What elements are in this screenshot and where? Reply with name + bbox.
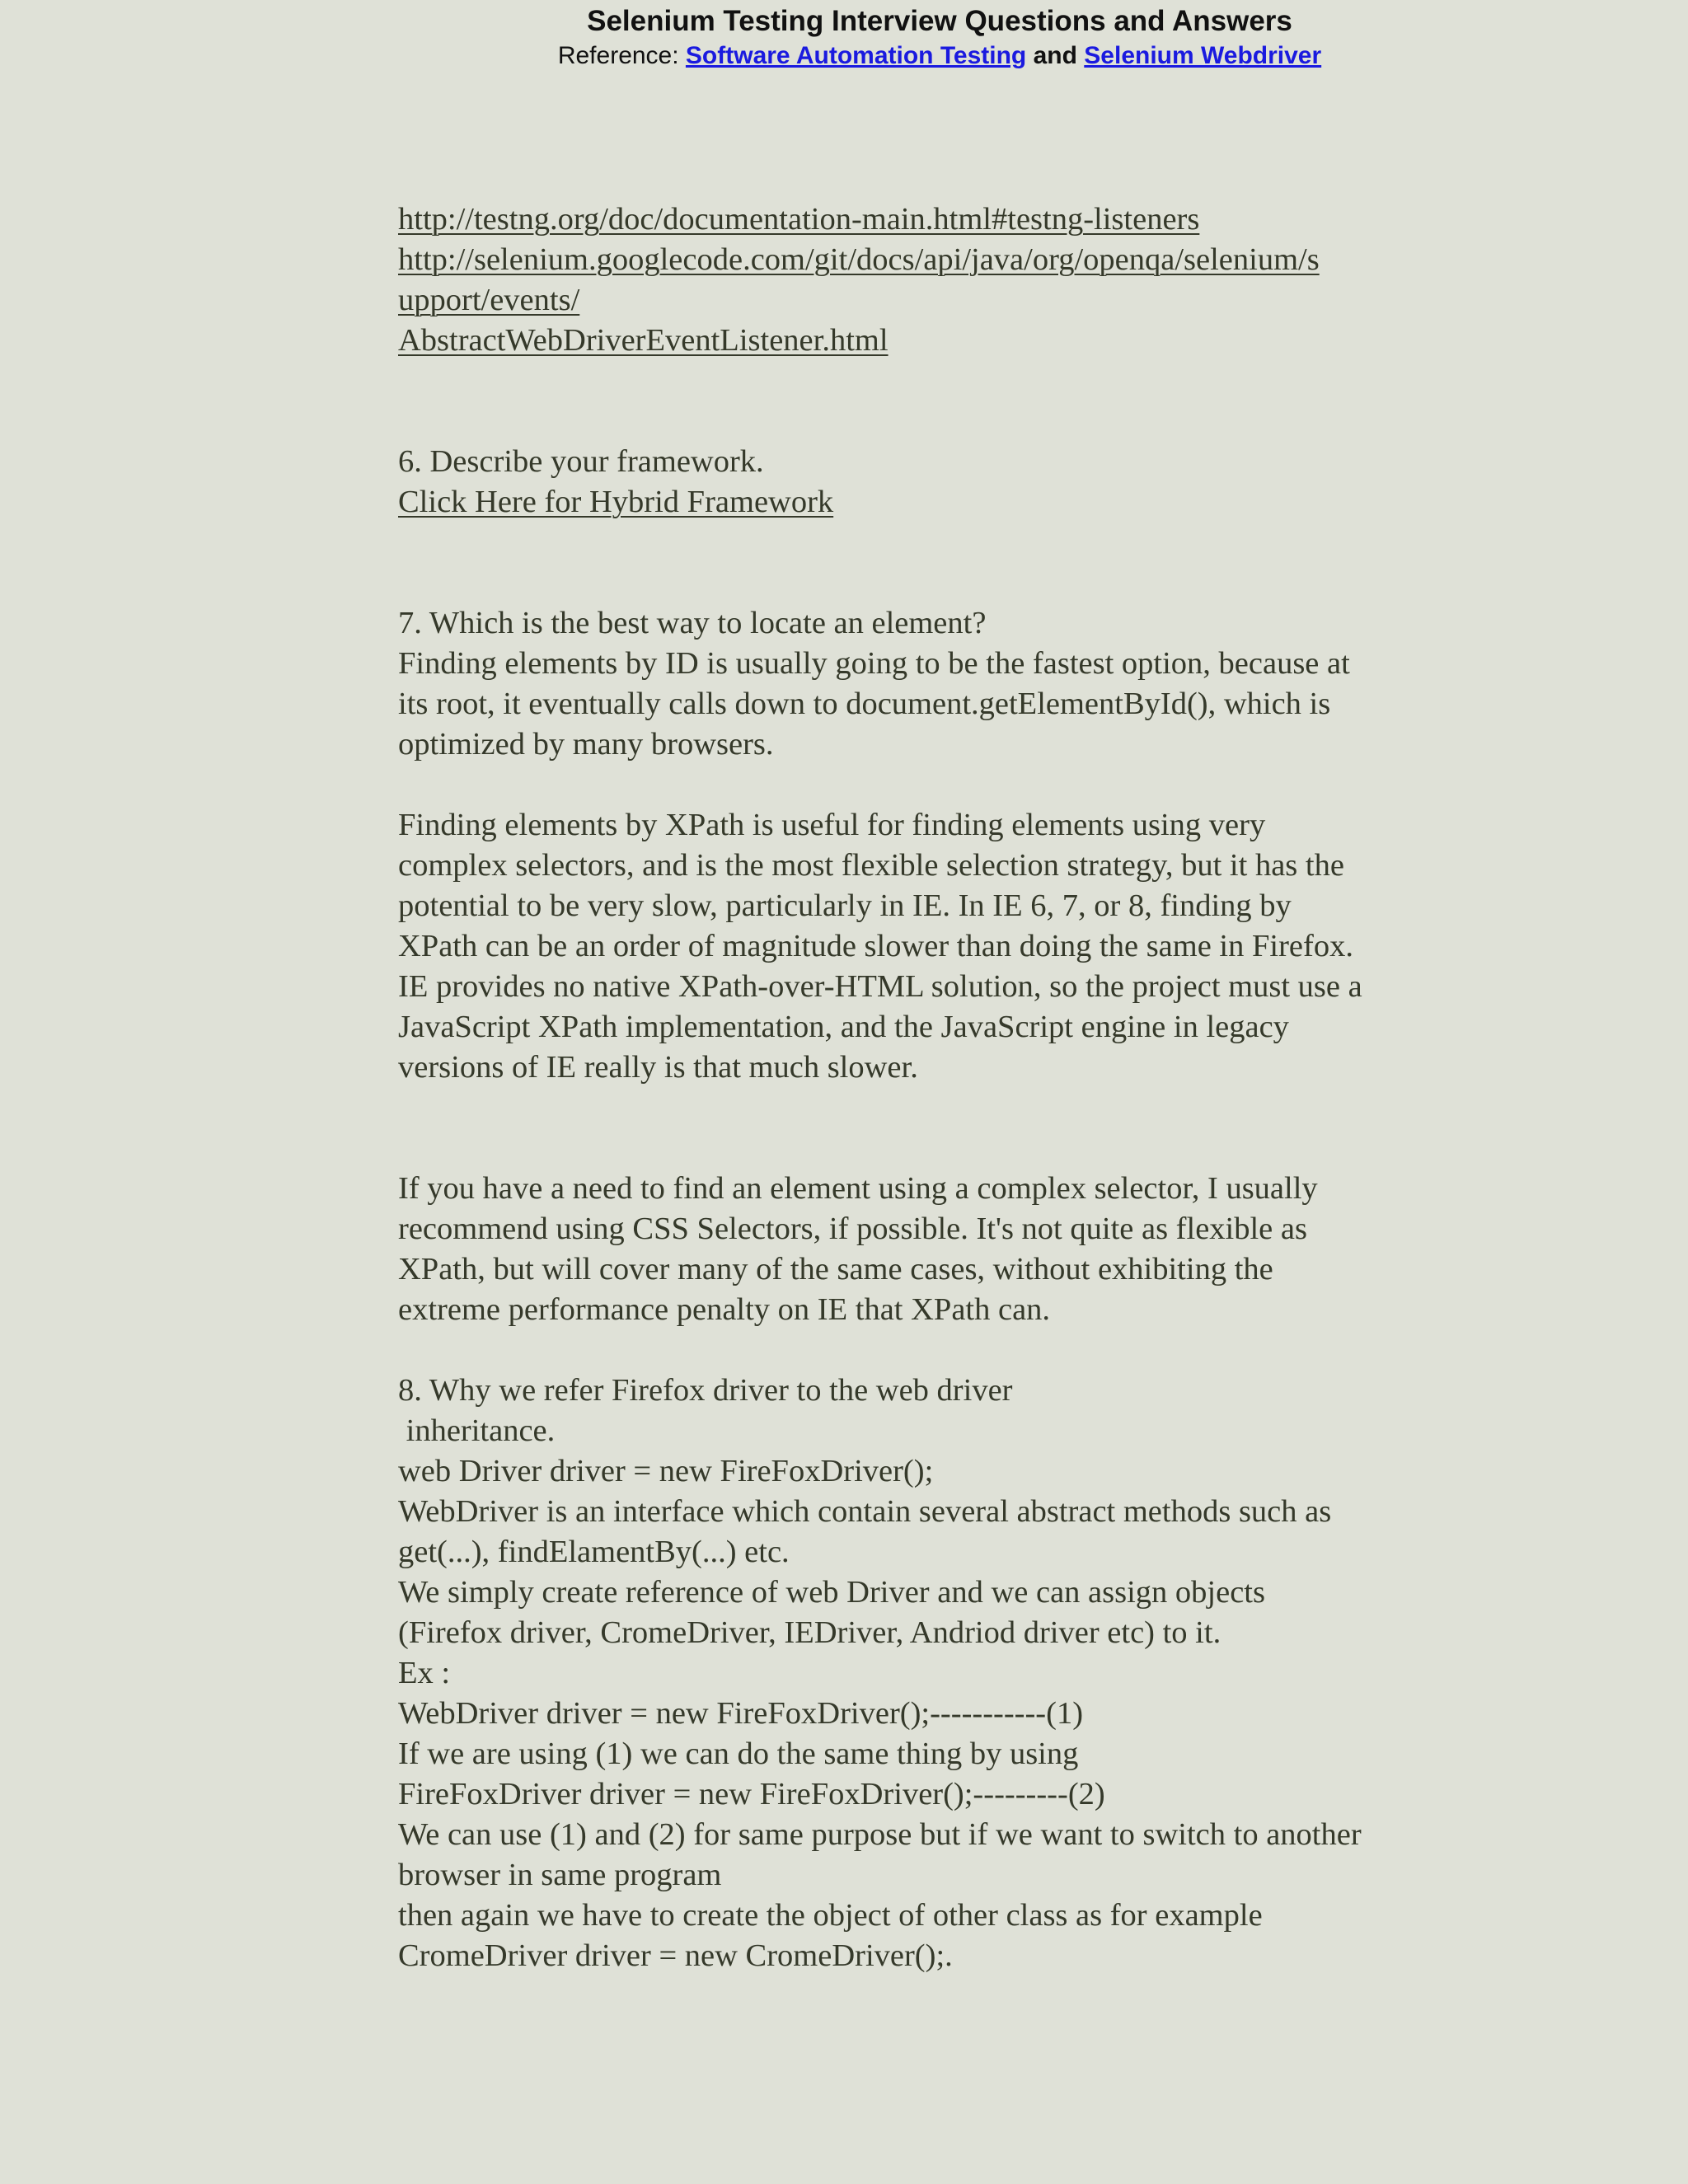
q8-answer-line: We simply create reference of web Driver and we can assign objects <box>398 1575 1265 1610</box>
q7-paragraph-1-line: Finding elements by ID is usually going to be the fastest option, because at <box>398 646 1350 681</box>
q7-paragraph-1-line: optimized by many browsers. <box>398 727 774 762</box>
document-title: Selenium Testing Interview Questions and Answers <box>587 5 1292 37</box>
q7-paragraph-2-line: Finding elements by XPath is useful for finding elements using very <box>398 808 1266 842</box>
q8-answer-line: We can use (1) and (2) for same purpose but if we want to switch to another <box>398 1817 1362 1852</box>
q7-paragraph-2-line: versions of IE really is that much slower. <box>398 1050 918 1085</box>
document-body <box>398 199 1494 1976</box>
q8-answer-line: browser in same program <box>398 1858 722 1892</box>
q8-answer-line: CromeDriver driver = new CromeDriver();. <box>398 1938 953 1973</box>
q7-paragraph-3-line: If you have a need to find an element using a complex selector, I usually <box>398 1171 1318 1206</box>
q8-answer-line: WebDriver is an interface which contain several abstract methods such as <box>398 1494 1332 1529</box>
question-6: 6. Describe your framework. <box>398 444 764 479</box>
q7-paragraph-3-line: recommend using CSS Selectors, if possible. It's not quite as flexible as <box>398 1212 1307 1246</box>
q8-answer-line: WebDriver driver = new FireFoxDriver();-----------(1) <box>398 1696 1084 1731</box>
reference-and: and <box>1033 42 1077 69</box>
q8-answer-line: get(...), findElamentBy(...) etc. <box>398 1535 790 1569</box>
reference-label: Reference: <box>557 42 686 69</box>
selenium-events-link-line-1[interactable]: http://selenium.googlecode.com/git/docs/api/java/org/openqa/selenium/s <box>398 242 1320 277</box>
q7-paragraph-3-line: extreme performance penalty on IE that XPath can. <box>398 1292 1051 1327</box>
hybrid-framework-link[interactable]: Click Here for Hybrid Framework <box>398 485 834 519</box>
q8-answer-line: If we are using (1) we can do the same thing by using <box>398 1736 1079 1771</box>
question-7: 7. Which is the best way to locate an element? <box>398 606 987 640</box>
q8-answer-line: (Firefox driver, CromeDriver, IEDriver, Andriod driver etc) to it. <box>398 1615 1221 1650</box>
spacer <box>398 1088 1494 1169</box>
q8-answer-line: then again we have to create the object of other class as for example <box>398 1898 1263 1933</box>
spacer <box>398 361 1494 442</box>
q8-answer-line: FireFoxDriver driver = new FireFoxDriver();---------(2) <box>398 1777 1105 1811</box>
spacer <box>398 523 1494 603</box>
q7-paragraph-3-line: XPath, but will cover many of the same cases, without exhibiting the <box>398 1252 1273 1286</box>
q7-paragraph-2-line: potential to be very slow, particularly in IE. In IE 6, 7, or 8, finding by <box>398 888 1292 923</box>
testng-listeners-link[interactable]: http://testng.org/doc/documentation-main.html#testng-listeners <box>398 202 1200 237</box>
spacer <box>398 1330 1494 1371</box>
q7-paragraph-2-line: XPath can be an order of magnitude slower than doing the same in Firefox. <box>398 929 1353 963</box>
reference-line <box>0 40 1688 73</box>
q8-answer-line: Ex : <box>398 1656 451 1690</box>
question-8-line-1: 8. Why we refer Firefox driver to the web driver <box>398 1373 1013 1408</box>
selenium-events-link-line-2[interactable]: upport/events/ <box>398 283 580 317</box>
software-automation-testing-link[interactable]: Software Automation Testing <box>685 42 1027 69</box>
q7-paragraph-1-line: its root, it eventually calls down to document.getElementById(), which is <box>398 687 1331 721</box>
selenium-webdriver-link[interactable]: Selenium Webdriver <box>1084 42 1322 69</box>
q8-answer-line: web Driver driver = new FireFoxDriver(); <box>398 1454 934 1488</box>
spacer <box>398 765 1494 805</box>
q7-paragraph-2-line: complex selectors, and is the most flexible selection strategy, but it has the <box>398 848 1344 883</box>
question-8-line-2: inheritance. <box>398 1413 556 1448</box>
selenium-events-link-line-3[interactable]: AbstractWebDriverEventListener.html <box>398 323 889 358</box>
q7-paragraph-2-line: JavaScript XPath implementation, and the JavaScript engine in legacy <box>398 1010 1289 1044</box>
q7-paragraph-2-line: IE provides no native XPath-over-HTML solution, so the project must use a <box>398 969 1362 1004</box>
